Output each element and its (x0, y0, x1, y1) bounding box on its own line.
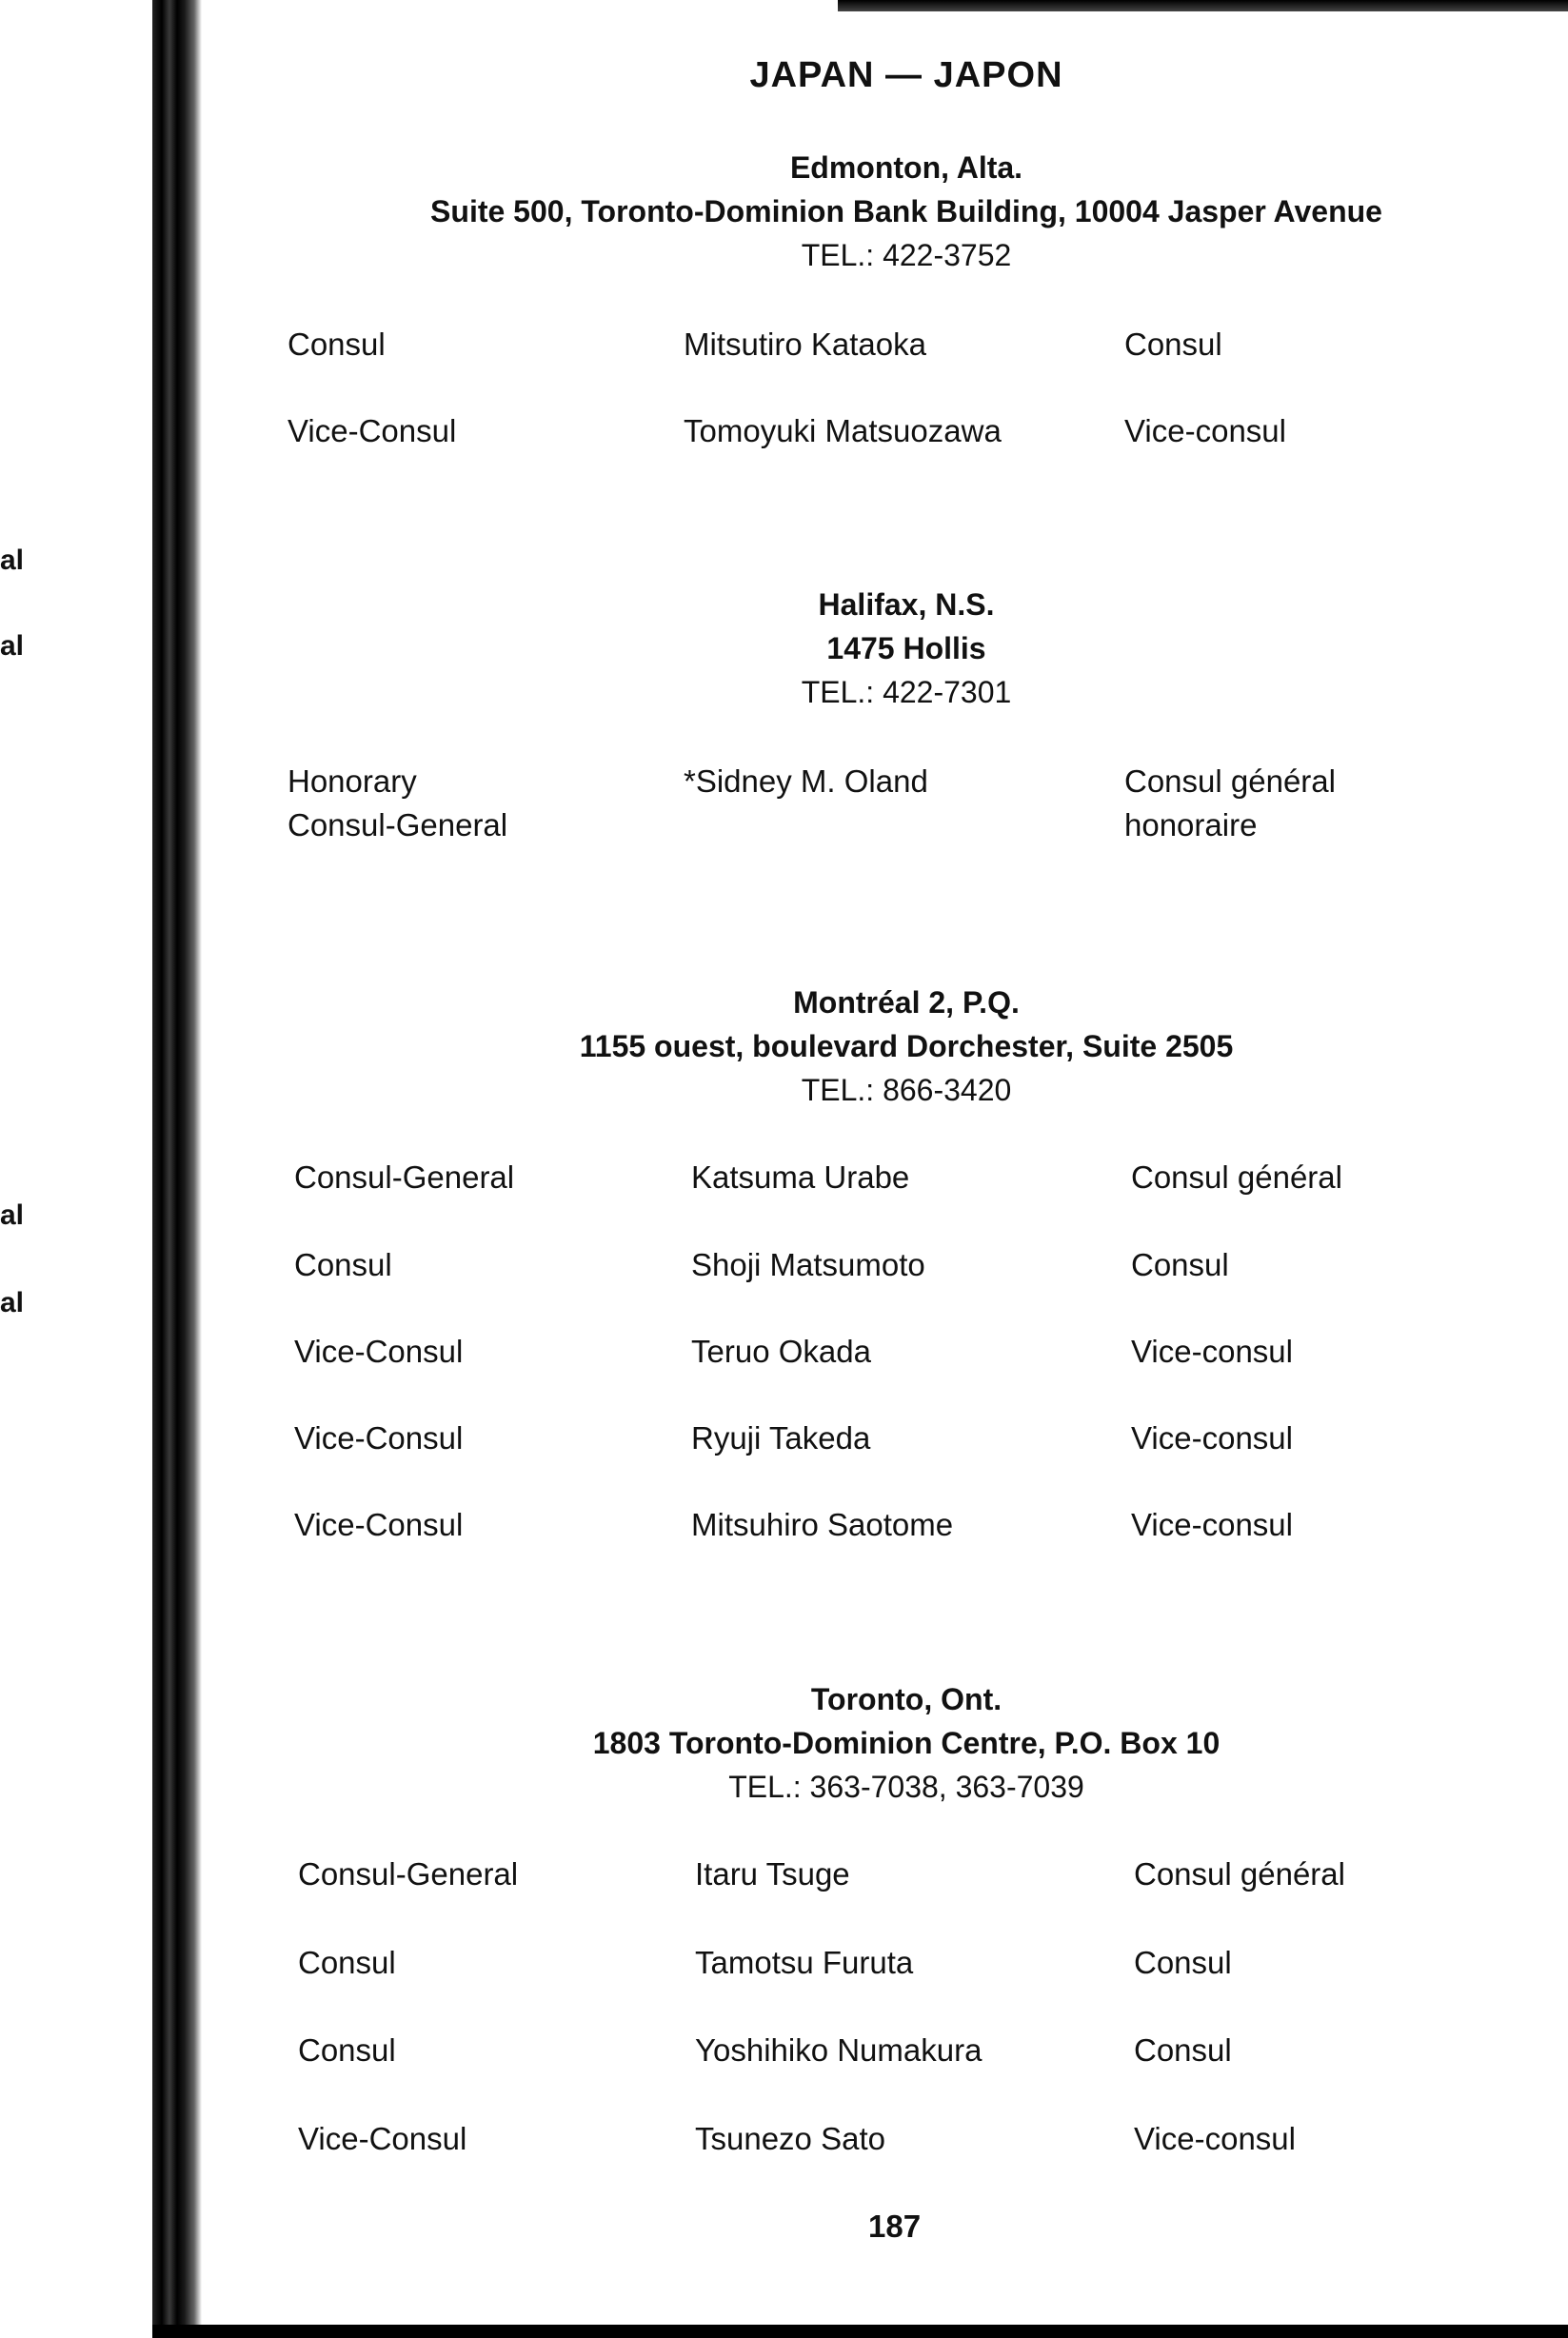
consulate-telephone: TEL.: 422-7301 (801, 675, 1012, 709)
consulate-telephone: TEL.: 363-7038, 363-7039 (728, 1770, 1084, 1804)
consulate-telephone: TEL.: 422-3752 (801, 238, 1012, 272)
staff-title-french: Consul (1134, 1945, 1232, 1980)
consulate-city: Montréal 2, P.Q. (793, 985, 1020, 1020)
staff-title-english: Consul-General (294, 1159, 515, 1195)
staff-row (0, 1853, 1568, 1938)
staff-name: Tomoyuki Matsuozawa (684, 413, 1002, 448)
staff-row (0, 1330, 1568, 1416)
staff-title-english: Consul (298, 2032, 396, 2068)
staff-name: Itaru Tsuge (695, 1856, 850, 1892)
staff-title-french: Consul (1131, 1247, 1229, 1282)
consulate-city: Halifax, N.S. (818, 587, 995, 622)
staff-row (0, 1156, 1568, 1241)
staff-row (0, 1243, 1568, 1329)
staff-row (0, 1503, 1568, 1589)
consulate-telephone: TEL.: 866-3420 (801, 1073, 1012, 1107)
staff-name: Katsuma Urabe (691, 1159, 910, 1195)
staff-title-french: Vice-consul (1124, 413, 1286, 448)
staff-name: Ryuji Takeda (691, 1420, 871, 1456)
staff-title-english: Consul (298, 1945, 396, 1980)
previous-page-fragment: al (0, 1199, 25, 1231)
consulate-address: Suite 500, Toronto-Dominion Bank Building, 10004 Jasper Avenue (430, 194, 1382, 228)
staff-name: Mitsuhiro Saotome (691, 1507, 954, 1542)
page-bottom-edge-shadow (152, 2325, 1568, 2338)
staff-title-french: Vice-consul (1131, 1334, 1293, 1369)
page-top-edge-shadow (838, 0, 1568, 11)
staff-name: Shoji Matsumoto (691, 1247, 925, 1282)
staff-title-french: Vice-consul (1134, 2121, 1296, 2156)
staff-row (0, 760, 1568, 847)
staff-title-french (1124, 760, 1336, 847)
previous-page-fragment: al (0, 630, 25, 662)
previous-page-fragment: al (0, 545, 25, 576)
staff-name: Mitsutiro Kataoka (684, 327, 926, 362)
consulate-address: 1155 ouest, boulevard Dorchester, Suite 2505 (579, 1029, 1234, 1063)
staff-title-english-line: Consul-General (288, 807, 508, 842)
staff-title-english: Vice-Consul (294, 1334, 464, 1369)
staff-title-english: Vice-Consul (294, 1420, 464, 1456)
consulate-header-halifax (202, 583, 1568, 714)
staff-title-french: Vice-consul (1131, 1420, 1293, 1456)
consulate-city: Toronto, Ont. (810, 1682, 1002, 1716)
staff-title-english: Consul (294, 1247, 392, 1282)
staff-title-english: Vice-Consul (298, 2121, 467, 2156)
staff-title-french: Consul (1124, 327, 1222, 362)
staff-name: *Sidney M. Oland (684, 763, 928, 799)
previous-page-fragment: al (0, 1287, 25, 1318)
staff-name: Tsunezo Sato (695, 2121, 885, 2156)
staff-title-english: Vice-Consul (288, 413, 457, 448)
staff-title-english: Consul-General (298, 1856, 519, 1892)
staff-name: Yoshihiko Numakura (695, 2032, 982, 2068)
staff-title-french: Consul général (1134, 1856, 1345, 1892)
staff-row (0, 2029, 1568, 2114)
staff-row (0, 323, 1568, 408)
staff-title-english-line: Honorary (288, 763, 417, 799)
staff-title-english (288, 760, 507, 847)
staff-title-english: Consul (288, 327, 386, 362)
consulate-header-montreal (202, 981, 1568, 1112)
consulate-city: Edmonton, Alta. (789, 150, 1023, 185)
staff-row (0, 1417, 1568, 1502)
staff-title-french-line: Consul général (1124, 763, 1336, 799)
consulate-header-toronto (202, 1677, 1568, 1809)
staff-title-french: Consul général (1131, 1159, 1342, 1195)
consulate-address: 1475 Hollis (826, 631, 986, 665)
staff-title-english: Vice-Consul (294, 1507, 464, 1542)
page-title: JAPAN — JAPON (749, 55, 1063, 95)
staff-title-french-line: honoraire (1124, 807, 1258, 842)
staff-title-french: Consul (1134, 2032, 1232, 2068)
staff-title-french: Vice-consul (1131, 1507, 1293, 1542)
staff-row (0, 409, 1568, 495)
staff-row (0, 1941, 1568, 2027)
consulate-header-edmonton (202, 146, 1568, 277)
staff-name: Tamotsu Furuta (695, 1945, 914, 1980)
staff-row (0, 2117, 1568, 2203)
page-number: 187 (868, 2209, 922, 2244)
staff-name: Teruo Okada (691, 1334, 871, 1369)
consulate-address: 1803 Toronto-Dominion Centre, P.O. Box 10 (592, 1726, 1221, 1760)
